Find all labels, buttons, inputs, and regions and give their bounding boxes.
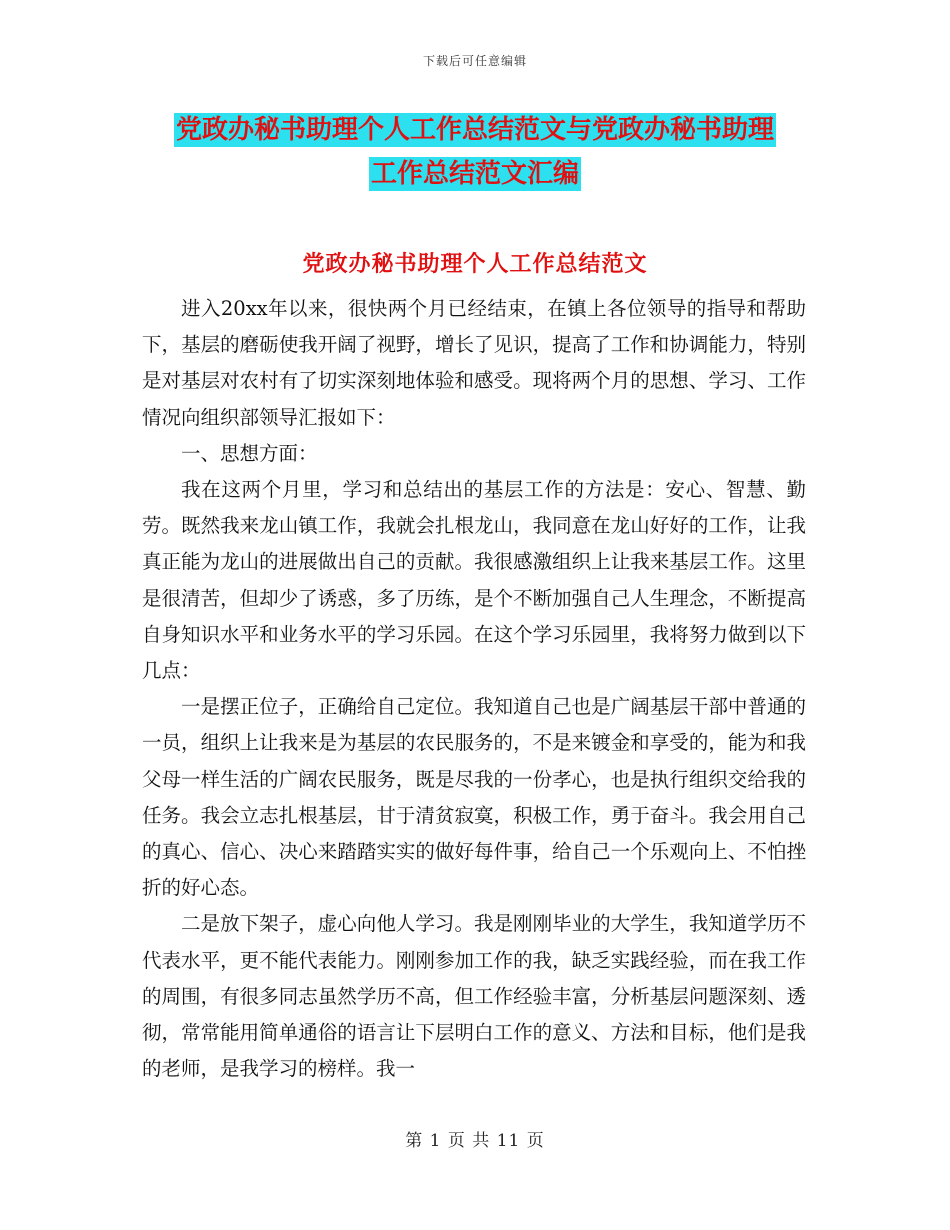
paragraph-point-two: 二是放下架子，虚心向他人学习。我是刚刚毕业的大学生，我知道学历不代表水平，更不能代表能力。刚刚参加工作的我，缺乏实践经验，而在我工作的周围，有很多同志虽然学历不高，但工作经验丰富，分析基层问题深刻、透彻，常常能用简单通俗的语言让下层明白工作的意义、方法和目标，他们是我的老师，是我学习的榜样。我一 [142,912,806,1081]
document-body [142,291,806,1087]
document-title [0,108,950,196]
paragraph-intro: 进入20xx年以来，很快两个月已经结束，在镇上各位领导的指导和帮助下，基层的磨砺使我开阔了视野，增长了见识，提高了工作和协调能力，特别是对基层对农村有了切实深刻地体验和感受。现将两个月的思想、学习、工作情况向组织部领导汇报如下： [142,297,806,429]
title-highlight-1: 党政办秘书助理个人工作总结范文与党政办秘书助理 [175,115,774,145]
paragraph-methods: 我在这两个月里，学习和总结出的基层工作的方法是：安心、智慧、勤劳。既然我来龙山镇工作，我就会扎根龙山，我同意在龙山好好的工作，让我真正能为龙山的进展做出自己的贡献。我很感激组织上让我来基层工作。这里是很清苦，但却少了诱惑，多了历练，是个不断加强自己人生理念，不断提高自身知识水平和业务水平的学习乐园。在这个学习乐园里，我将努力做到以下几点： [142,478,806,683]
document-title-line-1 [0,108,950,152]
section-title: 党政办秘书助理个人工作总结范文 [302,251,648,277]
paragraph-heading-thought: 一、思想方面： [181,441,318,465]
page-number-footer: 第 1 页 共 11 页 [405,1131,545,1151]
paragraph-point-one: 一是摆正位子，正确给自己定位。我知道自己也是广阔基层干部中普通的一员，组织上让我来是为基层的农民服务的，不是来镀金和享受的，能为和我父母一样生活的广阔农民服务，既是尽我的一份孝心，也是执行组织交给我的任务。我会立志扎根基层，甘于清贫寂寞，积极工作，勇于奋斗。我会用自己的真心、信心、决心来踏踏实实的做好每件事，给自己一个乐观向上、不怕挫折的好心态。 [142,695,806,900]
header-note: 下载后可任意编辑 [422,54,527,68]
document-title-line-2 [0,152,950,196]
title-highlight-2: 工作总结范文汇编 [370,159,579,189]
